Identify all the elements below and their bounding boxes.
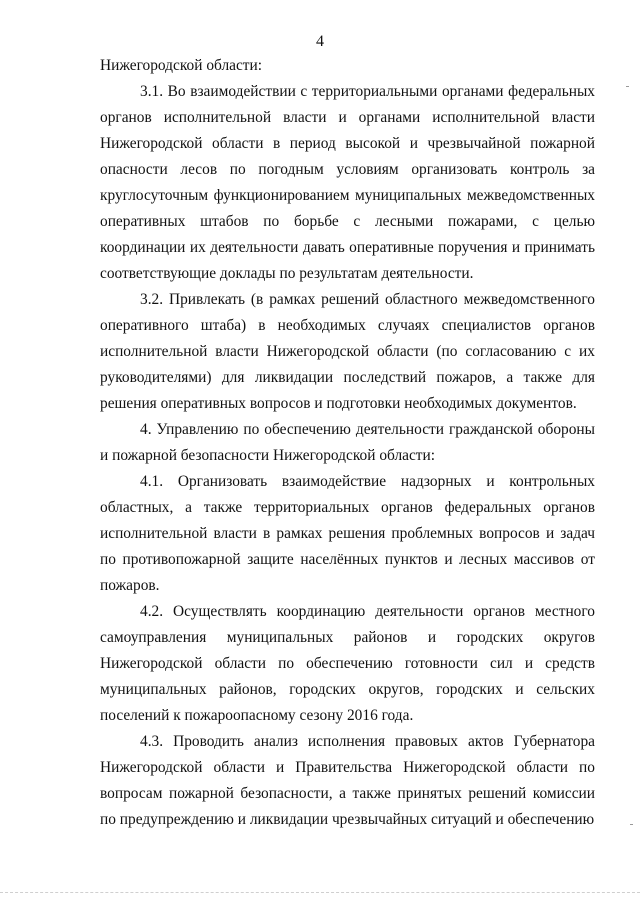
page-number: 4 (316, 33, 324, 50)
scan-speck (626, 86, 629, 87)
paragraph-4-2: 4.2. Осуществлять координацию деятельности органов местного самоуправления муниципальных районов и городских округов Нижегородской области по обеспечению готовности сил и средств муниципальных районов, городских округов, городских и сельских поселений к пожароопасному сезону 2016 года. (100, 603, 595, 724)
paragraph-4-3: 4.3. Проводить анализ исполнения правовых актов Губернатора Нижегородской области и Правительства Нижегородской области по вопросам пожарной безопасности, а также принятых решений комиссии по предупреждению и ликвидации чрезвычайных ситуаций и обеспечению (100, 733, 595, 828)
paragraph-continuation: Нижегородской области: (100, 57, 263, 74)
document-body (100, 53, 595, 833)
scan-speck (630, 824, 633, 825)
paragraph-3-2: 3.2. Привлекать (в рамках решений областного межведомственного оперативного штаба) в необходимых случаях специалистов органов исполнительной власти Нижегородской области (по согласованию с их руководителями) для ликвидации последствий пожаров, а также для решения оперативных вопросов и подготовки необходимых документов. (100, 291, 595, 412)
paragraph-4: 4. Управлению по обеспечению деятельности гражданской обороны и пожарной безопасности Нижегородской области: (100, 421, 595, 464)
paragraph-4-1: 4.1. Организовать взаимодействие надзорных и контрольных областных, а также территориальных органов федеральных органов исполнительной власти в рамках решения проблемных вопросов и задач по противопожарной защите населённых пунктов и лесных массивов от пожаров. (100, 473, 595, 594)
paragraph-3-1: 3.1. Во взаимодействии с территориальными органами федеральных органов исполнительной власти и органами исполнительной власти Нижегородской области в период высокой и чрезвычайной пожарной опасности лесов по погодным условиям организовать контроль за круглосуточным функционированием муниципальных межведомственных оперативных штабов по борьбе с лесными пожарами, с целью координации их деятельности давать оперативные поручения и принимать соответствующие доклады по результатам деятельности. (100, 83, 595, 282)
scan-edge-marks (0, 892, 640, 895)
